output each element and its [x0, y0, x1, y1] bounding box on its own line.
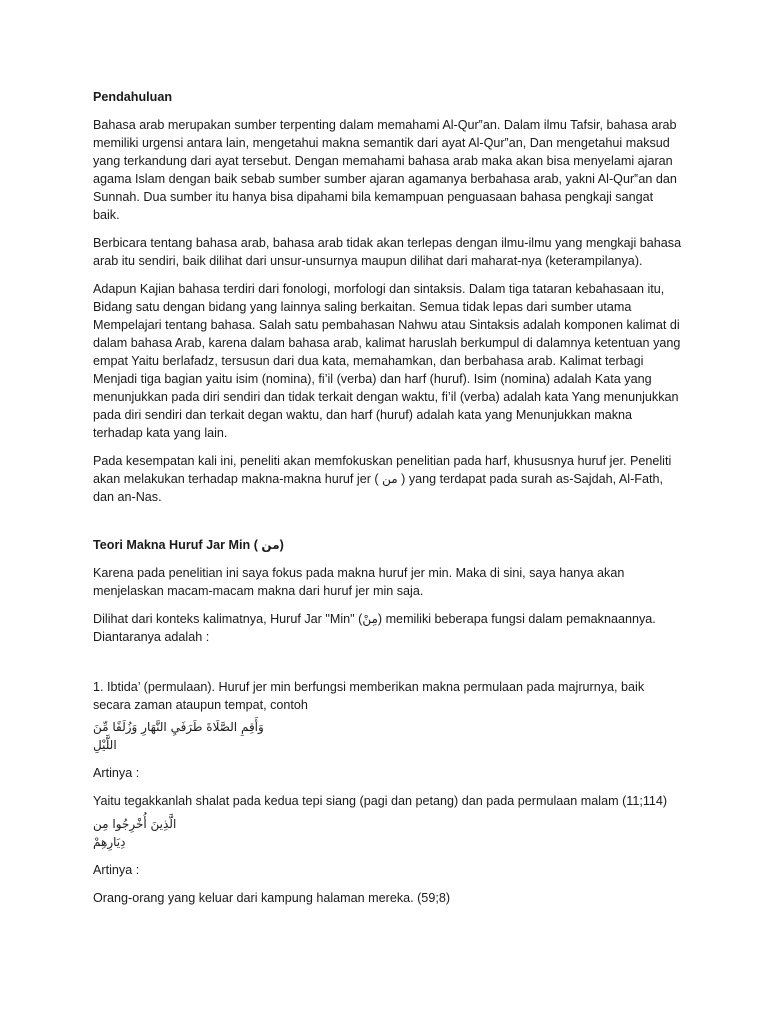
theory-paragraph-2 — [93, 610, 683, 646]
theory-paragraph-2-start: Dilihat dari konteks kalimatnya, Huruf Jar "Min" ( — [93, 612, 363, 626]
theory-heading-text: Teori Makna Huruf Jar Min ( — [93, 538, 262, 552]
item1-text: 1. Ibtida’ (permulaan). Huruf jer min berfungsi memberikan makna permulaan pada majrurnya, baik secara zaman ataupun tempat, contoh — [93, 680, 645, 712]
artinya-label-2: Artinya : — [93, 863, 140, 877]
theory-paragraph-1: Karena pada penelitian ini saya fokus pada makna huruf jer min. Maka di sini, saya hanya akan menjelaskan macam-macam makna dari huruf jer min saja. — [93, 566, 625, 598]
intro-paragraph-4-start: Pada kesempatan kali ini, peneliti akan memfokuskan penelitian pada harf, khususnya huruf jer. Peneliti akan melakukan terhadap makna-makna huruf jer ( — [93, 454, 672, 486]
intro-paragraph-4-end: ) yang terdapat pada surah as-Sajdah, Al-Fath, dan an-Nas. — [93, 472, 664, 504]
theory-heading-close: ) — [279, 538, 284, 552]
theory-paragraph-2-end: ) memiliki beberapa fungsi dalam pemaknaannya. Diantaranya adalah : — [93, 612, 656, 644]
document-page — [93, 88, 683, 907]
verse-2-arabic: الَّذِينَ أُخْرِجُوا مِن دِيَارِهِمْ — [93, 817, 177, 849]
theory-paragraph-2-arabic: مِنْ — [362, 612, 378, 626]
intro-paragraph-4 — [93, 452, 683, 506]
theory-heading — [93, 536, 683, 554]
artinya-label-1: Artinya : — [93, 766, 140, 780]
theory-heading-arabic: من — [261, 538, 280, 552]
translation-2: Orang-orang yang keluar dari kampung halaman mereka. (59;8) — [93, 891, 451, 905]
intro-paragraph-2: Berbicara tentang bahasa arab, bahasa arab tidak akan terlepas dengan ilmu-ilmu yang mengkaji bahasa arab itu sendiri, baik dilihat dari unsur-unsurnya maupun dilihat dari maharat-nya (keterampilanya). — [93, 236, 682, 268]
intro-heading: Pendahuluan — [93, 90, 173, 104]
intro-paragraph-3: Adapun Kajian bahasa terdiri dari fonologi, morfologi dan sintaksis. Dalam tiga tataran kebahasaan itu, Bidang satu dengan bidang yang lainnya saling berkaitan. Semua tidak lepas dari sumber utama Mempelajari tentang bahasa. Salah satu pembahasan Nahwu atau Sintaksis adalah komponen kalimat di dalam bahasa Arab, karena dalam bahasa arab, kalimat haruslah berkumpul di dalamnya ketentuan yang empat Yaitu berlafadz, tersusun dari dua kata, memahamkan, dan berbahasa arab. Kalimat terbagi Menjadi tiga bagian yaitu isim (nomina), fi’il (verba) dan harf (huruf). Isim (nomina) adalah Kata yang menunjukkan pada diri sendiri dan tidak terkait dengan waktu, fi’il (verba) adalah kata Yang menunjukkan pada diri sendiri dan terkait degan waktu, dan harf (huruf) adalah kata yang Menunjukkan makna terhadap kata yang lain. — [93, 282, 681, 440]
intro-paragraph-1: Bahasa arab merupakan sumber terpenting dalam memahami Al-Qur‟an. Dalam ilmu Tafsir, bahasa arab memiliki urgensi antara lain, mengetahui makna semantik dari ayat Al-Qur‟an, Dan mengetahui maksud yang terkandung dari ayat tersebut. Dengan memahami bahasa arab maka akan bisa menyelami ajaran agama Islam dengan baik sebab sumber sumber ajaran agamanya berbahasa arab, yakni Al-Qur‟an dan Sunnah. Dua sumber itu hanya bisa dipahami bila kemampuan penguasaan bahasa pengkaji sangat baik. — [93, 118, 677, 222]
arabic-min-inline: من — [382, 472, 398, 486]
translation-1: Yaitu tegakkanlah shalat pada kedua tepi siang (pagi dan petang) dan pada permulaan malam (11;114) — [93, 794, 668, 808]
verse-1-arabic: وَأَقِمِ الصَّلَاةَ طَرَفَيِ النَّهَارِ وَزُلَفًا مِّنَ اللَّيْلِ — [93, 720, 264, 752]
